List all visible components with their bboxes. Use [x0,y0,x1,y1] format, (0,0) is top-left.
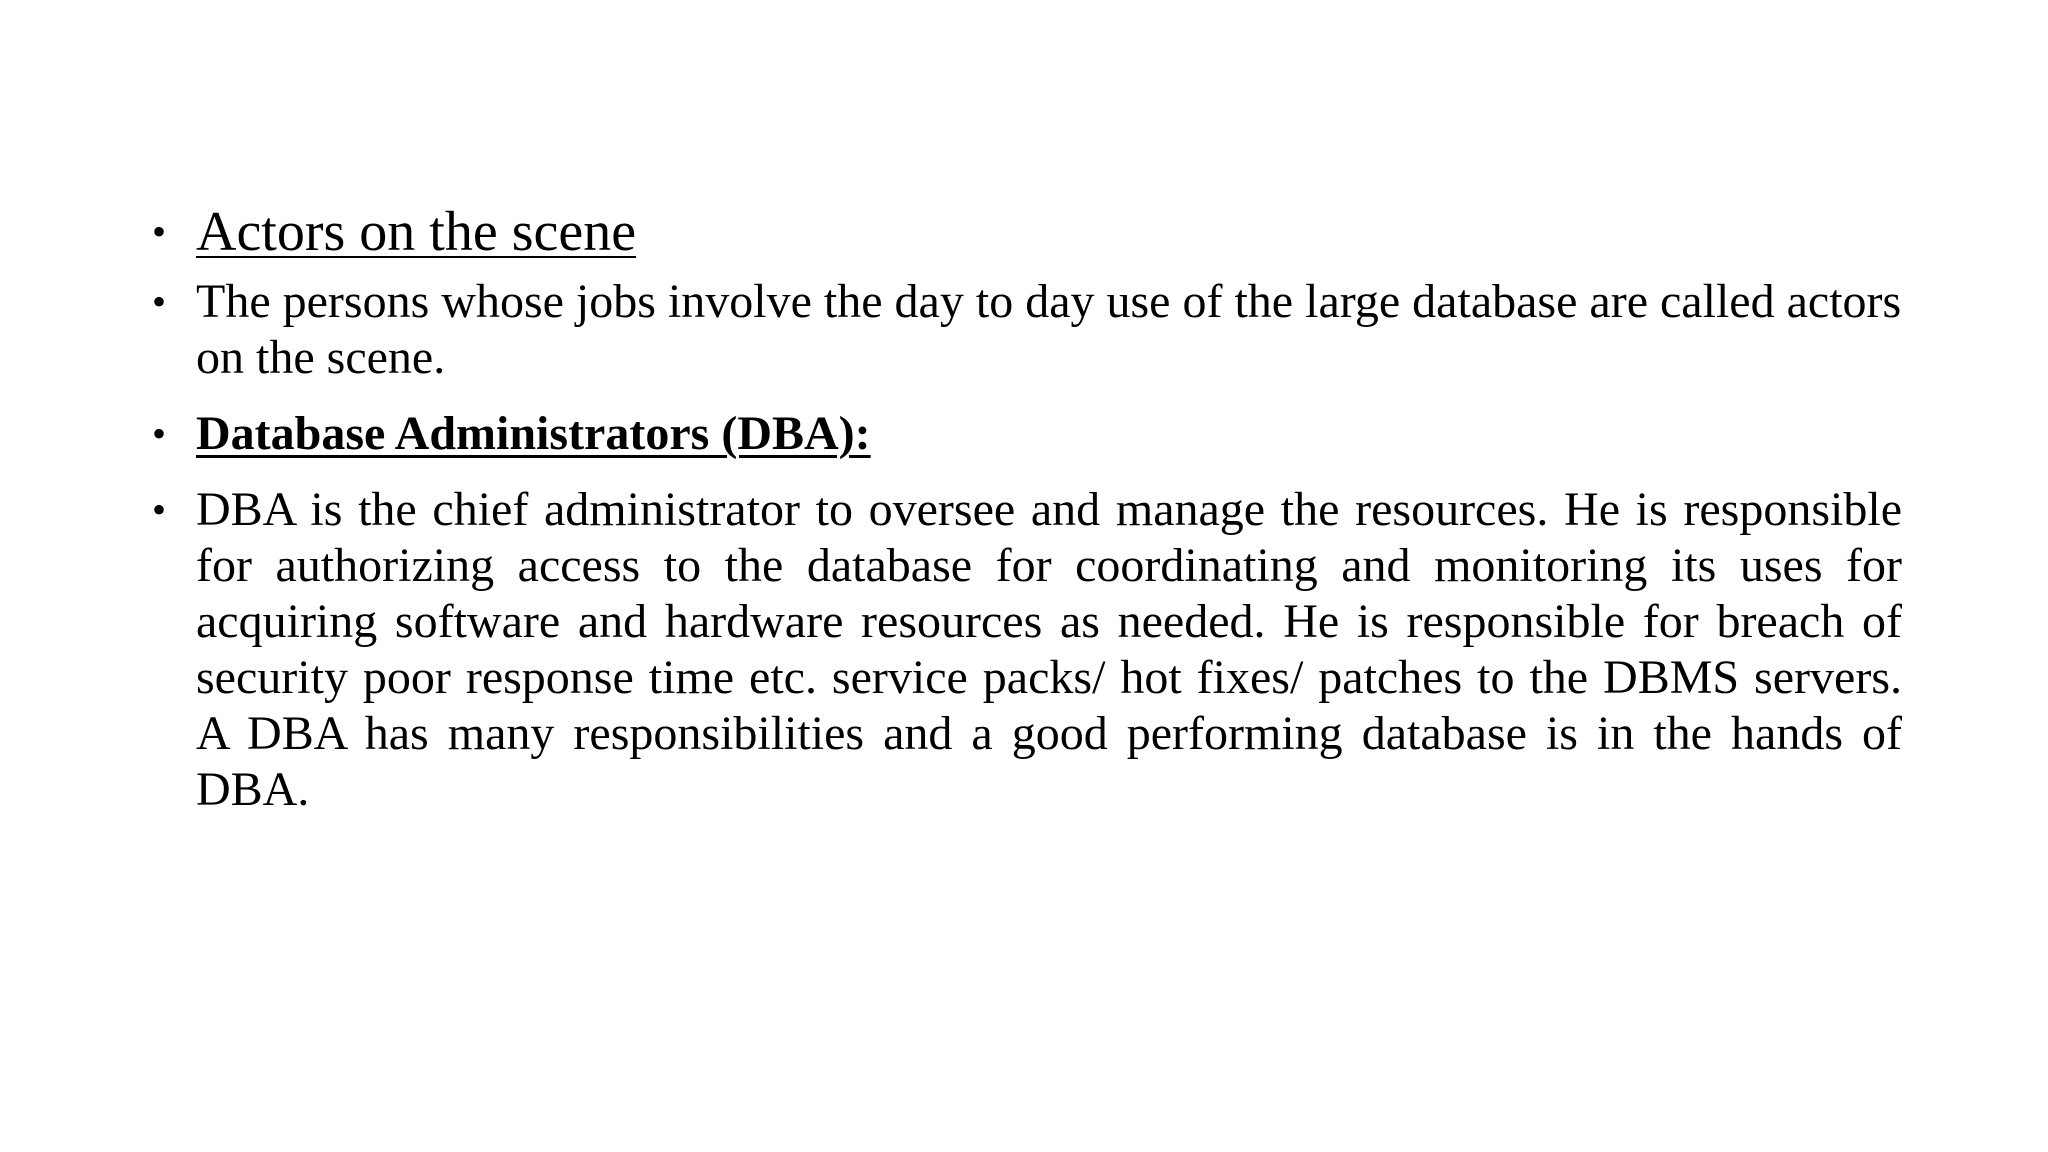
section-heading-actors: Actors on the scene [196,201,637,263]
section-heading-dba: Database Administrators (DBA): [196,407,871,460]
bullet-icon: • [152,279,167,324]
dba-description-text: DBA is the chief administrator to oversee and manage the resources. He is responsible for authorizing access to the database for coordinating and monitoring its uses for acquiring software and hardware resources as needed. He is responsible for breach of security poor response time etc. service packs/ hot fixes/ patches to the DBMS servers. A DBA has many responsibilities and a good performing database is in the hands of DBA. [196,483,1902,816]
bullet-icon: • [152,209,167,254]
bullet-icon: • [152,411,167,456]
bullet-icon: • [152,487,167,532]
bullet-item-dba-description [148,482,1902,818]
bullet-list [148,200,1902,832]
bullet-item-actors-heading [148,200,1902,264]
bullet-item-dba-heading [148,406,1902,462]
bullet-item-actors-definition [148,274,1902,386]
actors-definition-text: The persons whose jobs involve the day to day use of the large database are called actors on the scene. [196,275,1902,384]
